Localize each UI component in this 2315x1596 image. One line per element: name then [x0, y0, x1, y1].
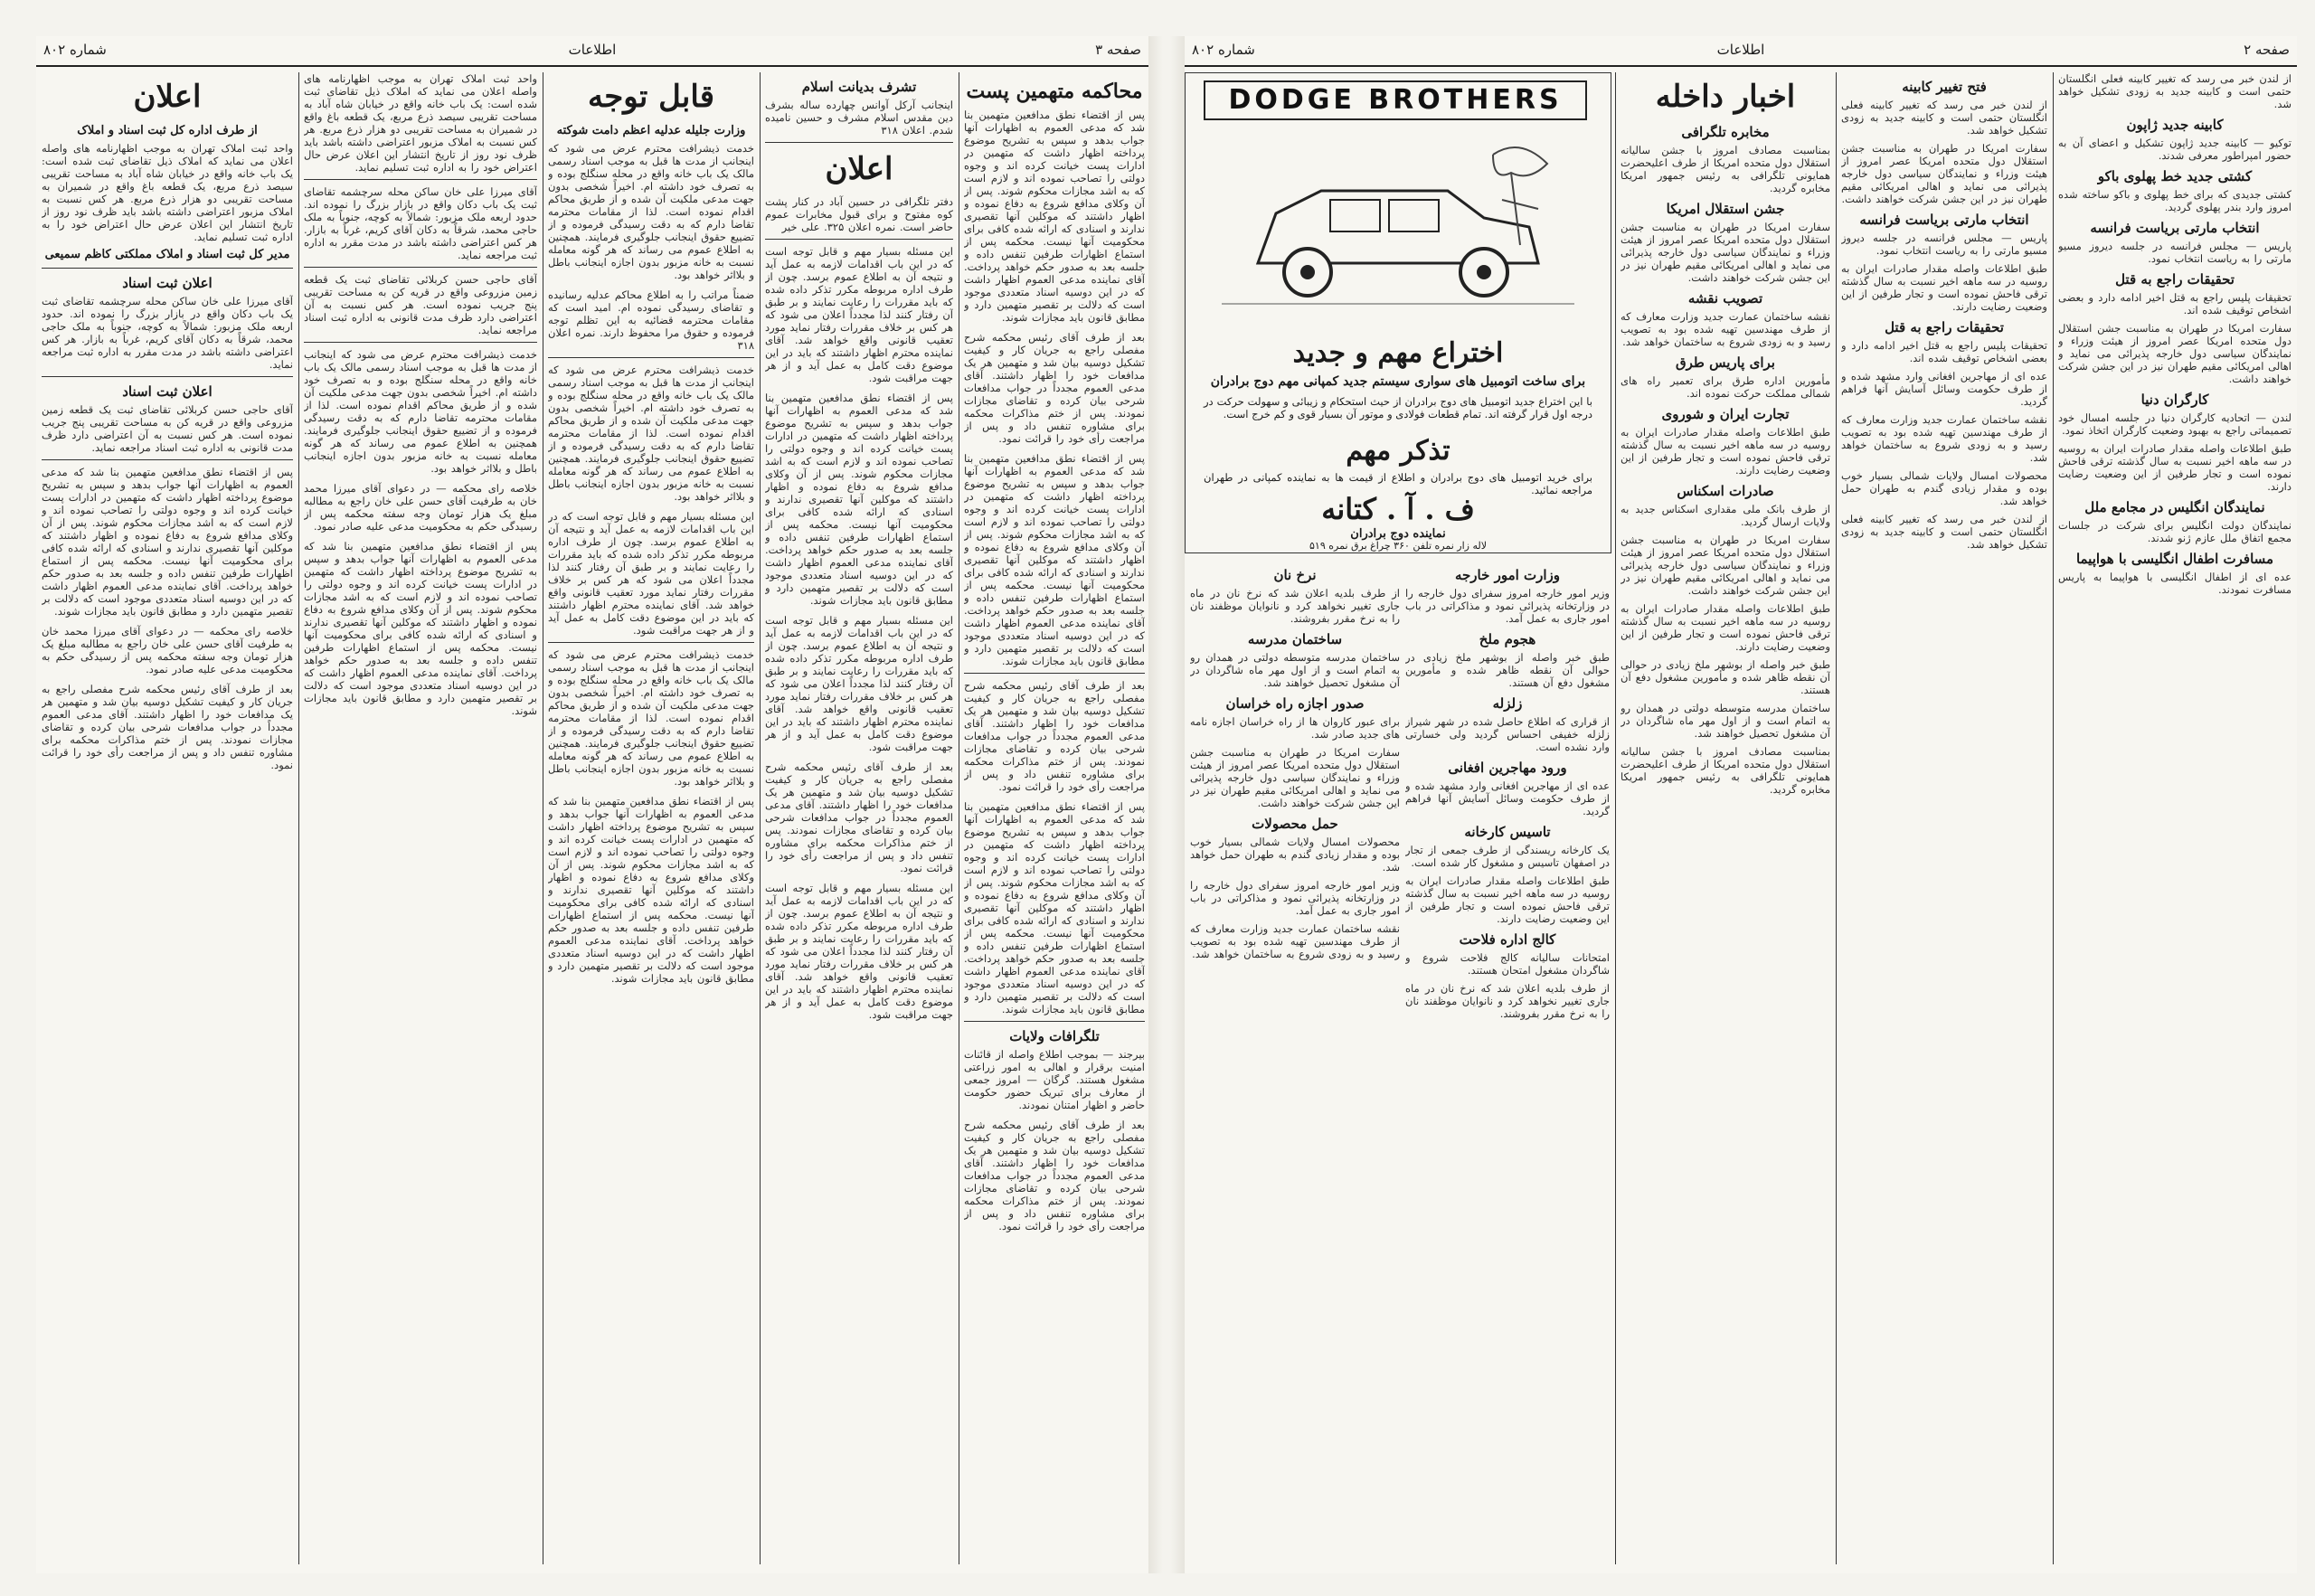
news-subheading: ساختمان مدرسه — [1247, 631, 1343, 647]
column-notice — [548, 72, 754, 1564]
divider — [765, 142, 953, 143]
registry-body: واحد ثبت املاک تهران به موجب اظهارنامه های واصله اعلان می نماید که املاک ذیل تقاضای ثبت شده است: یک باب خانه واقع در خیابان شاه آباد به مساحت تقریبی سیصد ذرع مربع، یک قطعه باغ واقع در شمیران به مساحت تقریبی دو هزار ذرع مربع. هر کس نسبت به املاک مزبور اعتراضی داشته باشد باید ظرف نود روز از تاریخ انتشار این اعلان عرض حال اعتراض خود را به اداره ثبت تسلیم نماید. — [42, 142, 293, 243]
column-rule — [760, 72, 761, 1564]
page-number: صفحه ۳ — [1095, 42, 1141, 58]
news-body: بمناسبت مصادف امروز با جشن سالیانه استقلال دول متحده امریکا از طرف اعلیحضرت همایونی تلگرافی به رئیس جمهور امریکا مخابره گردید. — [1620, 144, 1830, 194]
registry-body: آقای میرزا علی خان ساکن محله سرچشمه تقاضای ثبت یک باب دکان واقع در بازار بزرگ را نموده اند. حدود اربعه ملک مزبور: شمالاً به کوچه، جنوباً به ملک حاجی محمد، شرقاً به دکان آقای کریم، غرباً به بازار. هر کس اعتراضی داشته باشد در مدت مقرر به اداره ثبت مراجعه نماید. — [304, 185, 537, 261]
divider — [42, 459, 293, 460]
registry-footer: مدیر کل ثبت اسناد و املاک مملکتی کاظم سمیعی — [44, 248, 290, 261]
news-subheading: نمایندگان انگلیس در مجامع ملل — [2084, 499, 2265, 515]
news-body: عده ای از مهاجرین افغانی وارد مشهد شده و از طرف حکومت وسائل آسایش آنها فراهم گردید. — [1405, 779, 1610, 817]
article-body: بعد از طرف آقای رئیس محکمه شرح مفصلی راجع به جریان کار و کیفیت تشکیل دوسیه بیان شد و متهمین هر یک مدافعات خود را اظهار داشتند. آقای مدعی العموم مجدداً در جواب مدافعات شرحی بیان کرده و تقاضای مجازات نمودند. پس از ختم مذاکرات محکمه برای مشاوره تنفس داد و پس از مراجعت رأی خود را قرائت نمود. — [964, 679, 1145, 793]
column-news-3 — [1190, 561, 1400, 1564]
news-body: نقشه ساختمان عمارت جدید وزارت معارف که از طرف مهندسین تهیه شده بود به تصویب رسید و به زودی شروع به ساختمان خواهد شد. — [1620, 310, 1830, 348]
issue-number: شماره ۸۰۲ — [43, 42, 107, 58]
article-body: خلاصه رای محکمه — در دعوای آقای میرزا محمد خان به طرفیت آقای حسن علی خان راجع به مطالبه مبلغ یک هزار تومان وجه سفته محکمه پس از رسیدگی حکم به محکومیت مدعی علیه صادر نمود. — [42, 625, 293, 675]
news-subheading: جشن استقلال امریکا — [1666, 201, 1785, 217]
news-body: محصولات امسال ولایات شمالی بسیار خوب بوده و مقدار زیادی گندم به طهران حمل خواهد شد. — [1841, 469, 2047, 507]
article-body: بعد از طرف آقای رئیس محکمه شرح مفصلی راجع به جریان کار و کیفیت تشکیل دوسیه بیان شد و متهمین هر یک مدافعات خود را اظهار داشتند. آقای مدعی العموم مجدداً در جواب مدافعات شرحی بیان کرده و تقاضای مجازات نمودند. پس از ختم مذاکرات محکمه برای مشاوره تنفس داد و پس از مراجعت رأی خود را قرائت نمود. — [765, 760, 953, 874]
news-subheading: کالج اداره فلاحت — [1459, 931, 1556, 948]
column-news-2 — [1405, 561, 1610, 1564]
registry-body: آقای میرزا علی خان ساکن محله سرچشمه تقاضای ثبت یک باب دکان واقع در بازار بزرگ را نموده اند. حدود اربعه ملک مزبور: شمالاً به کوچه، جنوباً به ملک حاجی محمد، شرقاً به دکان آقای کریم، غرباً به بازار. هر کس اعتراضی داشته باشد در مدت مقرر به اداره ثبت مراجعه نماید. — [42, 295, 293, 371]
news-body: پاریس — مجلس فرانسه در جلسه دیروز مسیو مارتی را به ریاست انتخاب نمود. — [2058, 240, 2291, 265]
article-body: بعد از طرف آقای رئیس محکمه شرح مفصلی راجع به جریان کار و کیفیت تشکیل دوسیه بیان شد و متهمین هر یک مدافعات خود را اظهار داشتند. آقای مدعی العموم مجدداً در جواب مدافعات شرحی بیان کرده و تقاضای مجازات نمودند. پس از ختم مذاکرات محکمه برای مشاوره تنفس داد و پس از مراجعت رأی خود را قرائت نمود. — [964, 1119, 1145, 1232]
news-body: طبق اطلاعات واصله مقدار صادرات ایران به روسیه در سه ماهه اخیر نسبت به سال گذشته ترقی فاحش نموده است و تجار طرفین از این وضعیت رضایت دارند. — [1620, 426, 1830, 477]
news-body: سفارت امریکا در طهران به مناسبت جشن استقلال دول متحده امریکا عصر امروز از هیئت وزراء و نمایندگان سیاسی دول خارجه پذیرائی می نماید و اهالی امریکائی مقیم طهران نیز در این جشن شرکت خواهند داشت. — [1620, 534, 1830, 597]
divider — [548, 357, 754, 358]
ad-body: دفتر تلگرافی در حسین آباد در کنار پشت کوه مفتوح و برای قبول مخابرات عموم حاضر است. نمره اعلان ۳۲۵. علی خیر — [765, 195, 953, 233]
news-body: لندن — اتحادیه کارگران دنیا در جلسه امسال خود تصمیماتی راجع به بهبود وضعیت کارگران اتخاذ نمود. — [2058, 411, 2291, 437]
news-body: نمایندگان دولت انگلیس برای شرکت در جلسات مجمع اتفاق ملل عازم ژنو شدند. — [2058, 519, 2291, 544]
news-body: طبق اطلاعات واصله مقدار صادرات ایران به روسیه در سه ماهه اخیر نسبت به سال گذشته ترقی فاحش نموده است و تجار طرفین از این وضعیت رضایت دارند. — [1620, 602, 1830, 653]
ad-headline-2: تذکر مهم — [1346, 435, 1450, 467]
article-body: پس از اقتضاء نطق مدافعین متهمین بنا شد که مدعی العموم به اظهارات آنها جواب بدهد و سپس به تشریح موضوع پرداخته اظهار داشت که متهمین در ادارات پست خیانت کرده اند و وجوه دولتی را تصاحب نموده اند و لازم است که به اشد مجازات محکوم شوند. پس از آن وکلای مدافع شروع به دفاع نموده و اظهار داشتند که موکلین آنها تقصیری ندارند و اسنادی که ارائه شده کافی برای محکومیت آنها نیست. محکمه پس از استماع اظهارات طرفین تنفس داده و جلسه بعد به صدور حکم خواهد پرداخت. آقای نماینده مدعی العموم اظهار داشت که در این دوسیه اسناد متعددی موجود است که دلالت بر تقصیر متهمین دارد و مطابق قانون باید مجازات شوند. — [964, 800, 1145, 1015]
news-body: طبق اطلاعات واصله مقدار صادرات ایران به روسیه در سه ماهه اخیر نسبت به سال گذشته ترقی فاحش نموده است و تجار طرفین از این وضعیت رضایت دارند. — [1841, 262, 2047, 313]
news-subheading: فتح تغییر کابینه — [1902, 79, 1987, 95]
article-headline: محاکمه متهمین پست — [966, 80, 1143, 103]
registry-body: آقای حاجی حسن کربلائی تقاضای ثبت یک قطعه زمین مزروعی واقع در قریه کن به مساحت تقریبی پنج جریب نموده است. هر کس نسبت به آن اعتراضی دارد ظرف مدت قانونی به اداره ثبت اسناد مراجعه نماید. — [42, 403, 293, 454]
registry-subheading: از طرف اداره کل ثبت اسناد و املاک — [77, 124, 258, 137]
news-body: تحقیقات پلیس راجع به قتل اخیر ادامه دارد و بعضی اشخاص توقیف شده اند. — [2058, 291, 2291, 316]
notice-body: خدمت ذیشرافت محترم عرض می شود که اینجانب از مدت ها قبل به موجب اسناد رسمی مالک یک باب خانه واقع در محله سنگلج بوده و به تصرف خود داشته ام. اخیراً شخصی بدون جهت مدعی ملکیت آن شده و از طریق محاکم اقدام نموده است. لذا از مقامات محترمه تقاضا دارم که به دقت رسیدگی فرموده و از تضییع حقوق اینجانب جلوگیری فرمایند. همچنین به اطلاع عموم می رساند که هر گونه معامله نسبت به خانه مزبور بدون اجازه اینجانب باطل و بلااثر خواهد بود. — [548, 142, 754, 281]
news-body: نقشه ساختمان عمارت جدید وزارت معارف که از طرف مهندسین تهیه شده بود به تصویب رسید و به زودی شروع به ساختمان خواهد شد. — [1841, 413, 2047, 464]
news-subheading: تاسیس کارخانه — [1464, 824, 1551, 840]
column-rule — [1836, 72, 1837, 1564]
divider — [548, 642, 754, 643]
divider — [42, 268, 293, 269]
column-world-news — [2058, 72, 2291, 1564]
ad-subheadline: برای ساخت اتومبیل های سواری سیستم جدید کمپانی مهم دوج برادران — [1210, 374, 1586, 389]
news-subheading: مخابره تلگرافی — [1681, 124, 1770, 140]
registry-body: واحد ثبت املاک تهران به موجب اظهارنامه های واصله اعلان می نماید که املاک ذیل تقاضای ثبت شده است: یک باب خانه واقع در خیابان شاه آباد به مساحت تقریبی سیصد ذرع مربع، یک قطعه باغ واقع در شمیران به مساحت تقریبی دو هزار ذرع مربع. هر کس نسبت به املاک مزبور اعتراضی داشته باشد باید ظرف نود روز از تاریخ انتشار این اعلان عرض حال اعتراض خود را به اداره ثبت تسلیم نماید. — [304, 72, 537, 174]
news-body: برای عبور کاروان ها از راه خراسان اجازه نامه های جدید صادر شد. — [1190, 715, 1400, 741]
news-body: از لندن خبر می رسد که تغییر کابینه فعلی انگلستان حتمی است و کابینه جدید به زودی تشکیل خواهد شد. — [1841, 513, 2047, 551]
news-subheading: کشتی جدید خط پهلوی باکو — [2097, 168, 2253, 184]
dodge-brothers-ad — [1185, 72, 1611, 553]
news-subheading: حمل محصولات — [1252, 816, 1338, 832]
notice-subheading: وزارت جلیله عدلیه اعظم دامت شوکته — [556, 124, 746, 137]
news-body: ساختمان مدرسه متوسطه دولتی در همدان رو به اتمام است و از اول مهر ماه شاگردان در آن مشغول تحصیل خواهند شد. — [1190, 651, 1400, 689]
article-body: خلاصه رای محکمه — در دعوای آقای میرزا محمد خان به طرفیت آقای حسن علی خان راجع به مطالبه مبلغ یک هزار تومان وجه سفته محکمه پس از رسیدگی حکم به محکومیت مدعی علیه صادر نمود. — [304, 482, 537, 533]
dodge-brothers-logo: DODGE BROTHERS — [1204, 80, 1587, 120]
divider — [304, 267, 537, 268]
notice-body: ضمناً مراتب را به اطلاع محاکم عدلیه رسانیده و تقاضای رسیدگی نموده ام. امید است که مقامات محترمه قضائیه به این تظلم توجه فرموده و حقوق مرا محفوظ دارند. نمره اعلان ۳۱۸ — [548, 288, 754, 352]
article-body: پس از اقتضاء نطق مدافعین متهمین بنا شد که مدعی العموم به اظهارات آنها جواب بدهد و سپس به تشریح موضوع پرداخته اظهار داشت که متهمین در ادارات پست خیانت کرده اند و وجوه دولتی را تصاحب نموده اند و لازم است که به اشد مجازات محکوم شوند. پس از آن وکلای مدافع شروع به دفاع نموده و اظهار داشتند که موکلین آنها تقصیری ندارند و اسنادی که ارائه شده کافی برای محکومیت آنها نیست. محکمه پس از استماع اظهارات طرفین تنفس داده و جلسه بعد به صدور حکم خواهد پرداخت. آقای نماینده مدعی العموم اظهار داشت که در این دوسیه اسناد متعددی موجود است که دلالت بر تقصیر متهمین دارد و مطابق قانون باید مجازات شوند. — [548, 795, 754, 985]
article-body: پس از اقتضاء نطق مدافعین متهمین بنا شد که مدعی العموم به اظهارات آنها جواب بدهد و سپس به تشریح موضوع پرداخته اظهار داشت که متهمین در ادارات پست خیانت کرده اند و وجوه دولتی را تصاحب نموده اند و لازم است که به اشد مجازات محکوم شوند. پس از آن وکلای مدافع شروع به دفاع نموده و اظهار داشتند که موکلین آنها تقصیری ندارند و اسنادی که ارائه شده کافی برای محکومیت آنها نیست. محکمه پس از استماع اظهارات طرفین تنفس داده و جلسه بعد به صدور حکم خواهد پرداخت. آقای نماینده مدعی العموم اظهار داشت که در این دوسیه اسناد متعددی موجود است که دلالت بر تقصیر متهمین دارد و مطابق قانون باید مجازات شوند. — [964, 109, 1145, 324]
divider — [42, 376, 293, 377]
divider — [304, 342, 537, 343]
news-body: عده ای از اطفال انگلیسی با هواپیما به پاریس مسافرت نمودند. — [2058, 571, 2291, 596]
ad-heading: اعلان — [825, 151, 893, 187]
news-subheading: مسافرت اطفال انگلیسی با هواپیما — [2075, 551, 2274, 567]
ad-body-2: برای خرید اتومبیل های دوج برادران و اطلاع از قیمت ها به نماینده کمپانی در طهران مراجعه نمائید. — [1204, 471, 1592, 496]
domestic-headline: اخبار داخله — [1655, 79, 1796, 115]
agent-name: ف . آ . کتانه — [1321, 492, 1475, 526]
news-body: عده ای از مهاجرین افغانی وارد مشهد شده و از طرف حکومت وسائل آسایش آنها فراهم گردید. — [1841, 370, 2047, 408]
article-body: این مسئله بسیار مهم و قابل توجه است که در این باب اقدامات لازمه به عمل آید و نتیجه آن به اطلاع عموم برسد. چون از طرف اداره مربوطه مکرر تذکر داده شده که باید مقررات را رعایت نمایند و بر طبق آن رفتار کنند لذا مجدداً اعلان می شود که هر کس بر خلاف مقررات رفتار نماید مورد تعقیب قانونی واقع خواهد شد. آقای نماینده محترم اظهار داشتند که باید در این موضوع دقت کامل به عمل آید و از هر جهت مراقبت شود. — [548, 510, 754, 637]
car-illustration-icon — [1222, 127, 1574, 326]
column-foreign-news — [1841, 72, 2047, 1564]
news-body: از لندن خبر می رسد که تغییر کابینه فعلی انگلستان حتمی است و کابینه جدید به زودی تشکیل خواهد شد. — [1841, 99, 2047, 137]
agent-address: لاله زار نمره تلفن ۳۶۰ چراغ برق نمره ۵۱۹ — [1309, 540, 1487, 552]
registry-subheading: اعلان ثبت اسناد — [122, 383, 213, 400]
right-page — [1185, 36, 2297, 1573]
column-rule — [1615, 72, 1616, 1564]
news-body: از قراری که اطلاع حاصل شده در شهر شیراز زلزله خفیفی احساس گردید ولی خسارتی وارد نشده است. — [1405, 715, 1610, 753]
article-body: پس از اقتضاء نطق مدافعین متهمین بنا شد که مدعی العموم به اظهارات آنها جواب بدهد و سپس به تشریح موضوع پرداخته اظهار داشت که متهمین در ادارات پست خیانت کرده اند و وجوه دولتی را تصاحب نموده اند و لازم است که به اشد مجازات محکوم شوند. پس از آن وکلای مدافع شروع به دفاع نموده و اظهار داشتند که موکلین آنها تقصیری ندارند و اسنادی که ارائه شده کافی برای محکومیت آنها نیست. محکمه پس از استماع اظهارات طرفین تنفس داده و جلسه بعد به صدور حکم خواهد پرداخت. آقای نماینده مدعی العموم اظهار داشت که در این دوسیه اسناد متعددی موجود است که دلالت بر تقصیر متهمین دارد و مطابق قانون باید مجازات شوند. — [765, 392, 953, 607]
article-body: بعد از طرف آقای رئیس محکمه شرح مفصلی راجع به جریان کار و کیفیت تشکیل دوسیه بیان شد و متهمین هر یک مدافعات خود را اظهار داشتند. آقای مدعی العموم مجدداً در جواب مدافعات شرحی بیان کرده و تقاضای مجازات نمودند. پس از ختم مذاکرات محکمه برای مشاوره تنفس داد و پس از مراجعت رأی خود را قرائت نمود. — [42, 683, 293, 771]
news-body: تحقیقات پلیس راجع به قتل اخیر ادامه دارد و بعضی اشخاص توقیف شده اند. — [1841, 339, 2047, 364]
news-subheading: انتخاب مارتی بریاست فرانسه — [2090, 220, 2260, 236]
ad-headline: اختراع مهم و جدید — [1292, 337, 1504, 369]
article-body: خدمت ذیشرافت محترم عرض می شود که اینجانب از مدت ها قبل به موجب اسناد رسمی مالک یک باب خانه واقع در محله سنگلج بوده و به تصرف خود داشته ام. اخیراً شخصی بدون جهت مدعی ملکیت آن شده و از طریق محاکم اقدام نموده است. لذا از مقامات محترمه تقاضا دارم که به دقت رسیدگی فرموده و از تضییع حقوق اینجانب جلوگیری فرمایند. همچنین به اطلاع عموم می رساند که هر گونه معامله نسبت به خانه مزبور بدون اجازه اینجانب باطل و بلااثر خواهد بود. — [548, 364, 754, 503]
news-body: سفارت امریکا در طهران به مناسبت جشن استقلال دول متحده امریکا عصر امروز از هیئت وزراء و نمایندگان سیاسی دول خارجه پذیرائی می نماید و اهالی امریکائی مقیم طهران نیز در این جشن شرکت خواهند داشت. — [1620, 221, 1830, 284]
section-heading: تلگرافات ولایات — [1009, 1028, 1100, 1044]
news-body: نقشه ساختمان عمارت جدید وزارت معارف که از طرف مهندسین تهیه شده بود به تصویب رسید و به زودی شروع به ساختمان خواهد شد. — [1190, 922, 1400, 960]
column-registry — [42, 72, 293, 1564]
article-body: این مسئله بسیار مهم و قابل توجه است که در این باب اقدامات لازمه به عمل آید و نتیجه آن به اطلاع عموم برسد. چون از طرف اداره مربوطه مکرر تذکر داده شده که باید مقررات را رعایت نمایند و بر طبق آن رفتار کنند لذا مجدداً اعلان می شود که هر کس بر خلاف مقررات رفتار نماید مورد تعقیب قانونی واقع خواهد شد. آقای نماینده محترم اظهار داشتند که باید در این موضوع دقت کامل به عمل آید و از هر جهت مراقبت شود. — [765, 882, 953, 1021]
news-subheading: نرخ نان — [1273, 567, 1317, 583]
news-body: توکیو — کابینه جدید ژاپون تشکیل و اعضای آن به حضور امپراطور معرفی شدند. — [2058, 137, 2291, 162]
news-subheading: صادرات اسکناس — [1677, 483, 1774, 499]
column-domestic-news — [1620, 72, 1830, 1564]
news-subheading: هجوم ملخ — [1479, 631, 1536, 647]
column-registry-2 — [304, 72, 537, 1564]
article-body: خدمت ذیشرافت محترم عرض می شود که اینجانب از مدت ها قبل به موجب اسناد رسمی مالک یک باب خانه واقع در محله سنگلج بوده و به تصرف خود داشته ام. اخیراً شخصی بدون جهت مدعی ملکیت آن شده و از طریق محاکم اقدام نموده است. لذا از مقامات محترمه تقاضا دارم که به دقت رسیدگی فرموده و از تضییع حقوق اینجانب جلوگیری فرمایند. همچنین به اطلاع عموم می رساند که هر گونه معامله نسبت به خانه مزبور بدون اجازه اینجانب باطل و بلااثر خواهد بود. — [304, 348, 537, 475]
left-page — [36, 36, 1148, 1573]
article-body: پس از اقتضاء نطق مدافعین متهمین بنا شد که مدعی العموم به اظهارات آنها جواب بدهد و سپس به تشریح موضوع پرداخته اظهار داشت که متهمین در ادارات پست خیانت کرده اند و وجوه دولتی را تصاحب نموده اند و لازم است که به اشد مجازات محکوم شوند. پس از آن وکلای مدافع شروع به دفاع نموده و اظهار داشتند که موکلین آنها تقصیری ندارند و اسنادی که ارائه شده کافی برای محکومیت آنها نیست. محکمه پس از استماع اظهارات طرفین تنفس داده و جلسه بعد به صدور حکم خواهد پرداخت. آقای نماینده مدعی العموم اظهار داشت که در این دوسیه اسناد متعددی موجود است که دلالت بر تقصیر متهمین دارد و مطابق قانون باید مجازات شوند. — [304, 540, 537, 717]
ad-body: اینجانب آرکل آوانس چهارده ساله بشرف دین مقدس اسلام مشرف و حسین نامیده شدم. اعلان ۳۱۸ — [765, 99, 953, 137]
newspaper-title: اطلاعات — [568, 42, 617, 58]
registry-subheading: اعلان ثبت اسناد — [122, 275, 213, 291]
column-rule — [2053, 72, 2054, 1564]
article-body: پس از اقتضاء نطق مدافعین متهمین بنا شد که مدعی العموم به اظهارات آنها جواب بدهد و سپس به تشریح موضوع پرداخته اظهار داشت که متهمین در ادارات پست خیانت کرده اند و وجوه دولتی را تصاحب نموده اند و لازم است که به اشد مجازات محکوم شوند. پس از آن وکلای مدافع شروع به دفاع نموده و اظهار داشتند که موکلین آنها تقصیری ندارند و اسنادی که ارائه شده کافی برای محکومیت آنها نیست. محکمه پس از استماع اظهارات طرفین تنفس داده و جلسه بعد به صدور حکم خواهد پرداخت. آقای نماینده مدعی العموم اظهار داشت که در این دوسیه اسناد متعددی موجود است که دلالت بر تقصیر متهمین دارد و مطابق قانون باید مجازات شوند. — [964, 452, 1145, 667]
news-subheading: انتخاب مارتی بریاست فرانسه — [1859, 212, 2029, 228]
article-body: خدمت ذیشرافت محترم عرض می شود که اینجانب از مدت ها قبل به موجب اسناد رسمی مالک یک باب خانه واقع در محله سنگلج بوده و به تصرف خود داشته ام. اخیراً شخصی بدون جهت مدعی ملکیت آن شده و از طریق محاکم اقدام نموده است. لذا از مقامات محترمه تقاضا دارم که به دقت رسیدگی فرموده و از تضییع حقوق اینجانب جلوگیری فرمایند. همچنین به اطلاع عموم می رساند که هر گونه معامله نسبت به خانه مزبور بدون اجازه اینجانب باطل و بلااثر خواهد بود. — [548, 648, 754, 788]
news-body: یک کارخانه ریسندگی از طرف جمعی از تجار در اصفهان تاسیس و مشغول کار شده است. — [1405, 844, 1610, 869]
news-body: ساختمان مدرسه متوسطه دولتی در همدان رو به اتمام است و از اول مهر ماه شاگردان در آن مشغول تحصیل خواهند شد. — [1620, 702, 1830, 740]
news-subheading: تجارت ایران و شوروی — [1661, 406, 1790, 422]
column-rule — [298, 72, 299, 1564]
news-body: از طرف بلدیه اعلان شد که نرخ نان در ماه جاری تغییر نخواهد کرد و نانوایان موظفند نان را به نرخ مقرر بفروشند. — [1405, 982, 1610, 1020]
news-body: وزیر امور خارجه امروز سفرای دول خارجه را در وزارتخانه پذیرائی نمود و مذاکراتی در باب امور جاری به عمل آمد. — [1405, 587, 1610, 625]
news-body: از لندن خبر می رسد که تغییر کابینه فعلی انگلستان حتمی است و کابینه جدید به زودی تشکیل خواهد شد. — [2058, 72, 2291, 110]
divider — [765, 239, 953, 240]
left-page-header — [36, 36, 1148, 67]
news-subheading: برای پاریس طرق — [1676, 354, 1775, 371]
divider — [964, 1021, 1145, 1022]
article-body: بعد از طرف آقای رئیس محکمه شرح مفصلی راجع به جریان کار و کیفیت تشکیل دوسیه بیان شد و متهمین هر یک مدافعات خود را اظهار داشتند. آقای مدعی العموم مجدداً در جواب مدافعات شرحی بیان کرده و تقاضای مجازات نمودند. پس از ختم مذاکرات محکمه برای مشاوره تنفس داد و پس از مراجعت رأی خود را قرائت نمود. — [964, 331, 1145, 445]
news-body: طبق خبر واصله از بوشهر ملخ زیادی در حوالی آن نقطه ظاهر شده و مأمورین مشغول دفع آن هستند. — [1405, 651, 1610, 689]
news-body: از طرف بانک ملی مقداری اسکناس جدید به ولایات ارسال گردید. — [1620, 503, 1830, 528]
news-subheading: تصویب نقشه — [1687, 290, 1763, 307]
news-body: طبق اطلاعات واصله مقدار صادرات ایران به روسیه در سه ماهه اخیر نسبت به سال گذشته ترقی فاحش نموده است و تجار طرفین از این وضعیت رضایت دارند. — [2058, 442, 2291, 493]
right-page-header — [1185, 36, 2297, 67]
news-body: سفارت امریکا در طهران به مناسبت جشن استقلال دول متحده امریکا عصر امروز از هیئت وزراء و نمایندگان سیاسی دول خارجه پذیرائی می نماید و اهالی امریکائی مقیم طهران نیز در این جشن شرکت خواهند داشت. — [1841, 142, 2047, 205]
agent-title: نماینده دوج برادران — [1350, 527, 1446, 541]
divider — [964, 673, 1145, 674]
news-body: طبق اطلاعات واصله مقدار صادرات ایران به روسیه در سه ماهه اخیر نسبت به سال گذشته ترقی فاحش نموده است و تجار طرفین از این وضعیت رضایت دارند. — [1405, 874, 1610, 925]
ad-body: با این اختراع جدید اتومبیل های دوج برادران از حیث استحکام و زیبائی و سهولت حرکت در درجه اول قرار گرفته اند. تمام قطعات فولادی و موتور آن بسیار قوی و کم خرج است. — [1204, 395, 1592, 420]
news-subheading: کارگران دنیا — [2140, 392, 2209, 408]
newspaper-title: اطلاعات — [1716, 42, 1765, 58]
column-trial — [964, 72, 1145, 1564]
divider — [304, 179, 537, 180]
registry-body: آقای حاجی حسن کربلائی تقاضای ثبت یک قطعه زمین مزروعی واقع در قریه کن به مساحت تقریبی پنج جریب نموده است. هر کس نسبت به آن اعتراضی دارد ظرف مدت قانونی به اداره ثبت اسناد مراجعه نماید. — [304, 273, 537, 336]
news-body: امتحانات سالیانه کالج فلاحت شروع و شاگردان مشغول امتحان هستند. — [1405, 951, 1610, 977]
article-body: پس از اقتضاء نطق مدافعین متهمین بنا شد که مدعی العموم به اظهارات آنها جواب بدهد و سپس به تشریح موضوع پرداخته اظهار داشت که متهمین در ادارات پست خیانت کرده اند و وجوه دولتی را تصاحب نموده اند و لازم است که به اشد مجازات محکوم شوند. پس از آن وکلای مدافع شروع به دفاع نموده و اظهار داشتند که موکلین آنها تقصیری ندارند و اسنادی که ارائه شده کافی برای محکومیت آنها نیست. محکمه پس از استماع اظهارات طرفین تنفس داده و جلسه بعد به صدور حکم خواهد پرداخت. آقای نماینده مدعی العموم اظهار داشت که در این دوسیه اسناد متعددی موجود است که دلالت بر تقصیر متهمین دارد و مطابق قانون باید مجازات شوند. — [42, 466, 293, 618]
news-body: وزیر امور خارجه امروز سفرای دول خارجه را در وزارتخانه پذیرائی نمود و مذاکراتی در باب امور جاری به عمل آمد. — [1190, 879, 1400, 917]
news-subheading: صدور اجازه راه خراسان — [1225, 695, 1365, 712]
page-gutter — [1148, 36, 1185, 1573]
issue-number: شماره ۸۰۲ — [1192, 42, 1255, 58]
ad-heading: تشرف بدیانت اسلام — [801, 79, 917, 95]
news-subheading: وزارت امور خارجه — [1454, 567, 1561, 583]
news-subheading: تحقیقات راجع به قتل — [2115, 271, 2235, 288]
news-body: کشتی جدیدی که برای خط پهلوی و باکو ساخته شده امروز وارد بندر پهلوی گردید. — [2058, 188, 2291, 213]
news-subheading: کابینه جدید ژاپون — [2126, 117, 2224, 133]
news-body: از طرف بلدیه اعلان شد که نرخ نان در ماه جاری تغییر نخواهد کرد و نانوایان موظفند نان را به نرخ مقرر بفروشند. — [1190, 587, 1400, 625]
news-subheading: زلزله — [1492, 695, 1523, 712]
news-body: سفارت امریکا در طهران به مناسبت جشن استقلال دول متحده امریکا عصر امروز از هیئت وزراء و نمایندگان سیاسی دول خارجه پذیرائی می نماید و اهالی امریکائی مقیم طهران نیز در این جشن شرکت خواهند داشت. — [1190, 746, 1400, 809]
news-body: طبق خبر واصله از بوشهر ملخ زیادی در حوالی آن نقطه ظاهر شده و مأمورین مشغول دفع آن هستند. — [1620, 658, 1830, 696]
article-body: بیرجند — بموجب اطلاع واصله از قائنات امنیت برقرار و اهالی به امور زراعتی مشغول هستند. گرگان — امروز جمعی از معارف برای تبریک حضور حکومت حاضر و اظهار امتنان نمودند. — [964, 1048, 1145, 1111]
notice-headline: قابل توجه — [588, 79, 714, 115]
news-subheading: ورود مهاجرین افغانی — [1448, 760, 1567, 776]
news-body: پاریس — مجلس فرانسه در جلسه دیروز مسیو مارتی را به ریاست انتخاب نمود. — [1841, 231, 2047, 257]
news-body: سفارت امریکا در طهران به مناسبت جشن استقلال دول متحده امریکا عصر امروز از هیئت وزراء و نمایندگان سیاسی دول خارجه پذیرائی می نماید و اهالی امریکائی مقیم طهران نیز در این جشن شرکت خواهند داشت. — [2058, 322, 2291, 385]
column-announcements — [765, 72, 953, 1564]
news-body: محصولات امسال ولایات شمالی بسیار خوب بوده و مقدار زیادی گندم به طهران حمل خواهد شد. — [1190, 836, 1400, 874]
news-body: مأمورین اداره طرق برای تعمیر راه های شمالی مملکت حرکت نموده اند. — [1620, 374, 1830, 400]
article-body: این مسئله بسیار مهم و قابل توجه است که در این باب اقدامات لازمه به عمل آید و نتیجه آن به اطلاع عموم برسد. چون از طرف اداره مربوطه مکرر تذکر داده شده که باید مقررات را رعایت نمایند و بر طبق آن رفتار کنند لذا مجدداً اعلان می شود که هر کس بر خلاف مقررات رفتار نماید مورد تعقیب قانونی واقع خواهد شد. آقای نماینده محترم اظهار داشتند که باید در این موضوع دقت کامل به عمل آید و از هر جهت مراقبت شود. — [765, 245, 953, 384]
article-body: این مسئله بسیار مهم و قابل توجه است که در این باب اقدامات لازمه به عمل آید و نتیجه آن به اطلاع عموم برسد. چون از طرف اداره مربوطه مکرر تذکر داده شده که باید مقررات را رعایت نمایند و بر طبق آن رفتار کنند لذا مجدداً اعلان می شود که هر کس بر خلاف مقررات رفتار نماید مورد تعقیب قانونی واقع خواهد شد. آقای نماینده محترم اظهار داشتند که باید در این موضوع دقت کامل به عمل آید و از هر جهت مراقبت شود. — [765, 614, 953, 753]
page-number: صفحه ۲ — [2244, 42, 2290, 58]
news-subheading: تحقیقات راجع به قتل — [1885, 319, 2004, 335]
news-body: بمناسبت مصادف امروز با جشن سالیانه استقلال دول متحده امریکا از طرف اعلیحضرت همایونی تلگرافی به رئیس جمهور امریکا مخابره گردید. — [1620, 745, 1830, 796]
registry-headline: اعلان — [133, 79, 202, 115]
